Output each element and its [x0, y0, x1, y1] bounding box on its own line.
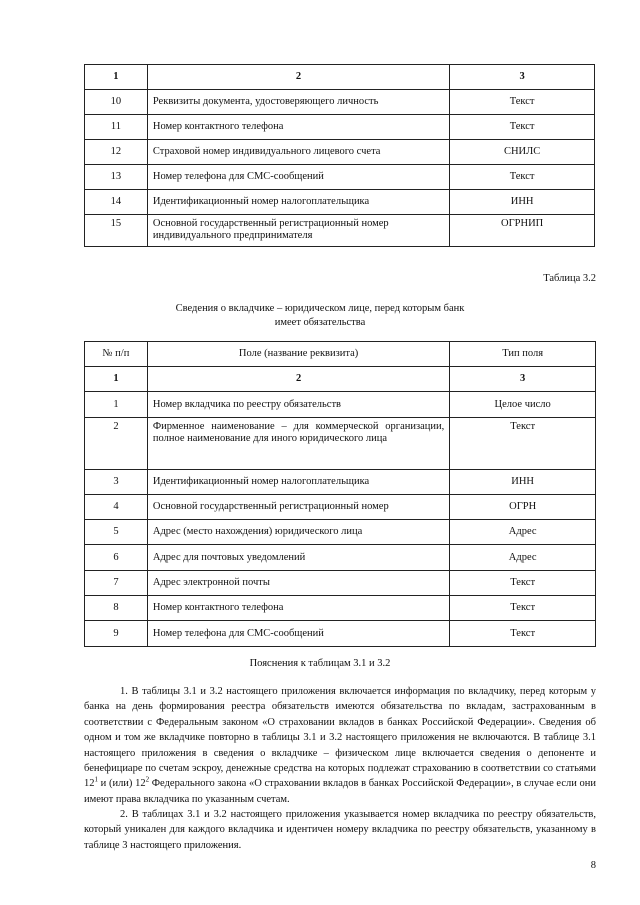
- table-row: [85, 90, 595, 115]
- table-row: [85, 140, 595, 165]
- row-field: Номер телефона для СМС-сообщений: [147, 621, 449, 647]
- table-header-row: [85, 342, 596, 367]
- row-field: Идентификационный номер налогоплательщика: [147, 190, 449, 215]
- table-row: [85, 495, 596, 520]
- row-num: 4: [85, 495, 148, 520]
- row-type: Текст: [450, 621, 596, 647]
- col-number-2: 2: [147, 65, 449, 90]
- row-type: Текст: [450, 596, 596, 621]
- col-number-1: 1: [85, 65, 148, 90]
- col-number-2: 2: [147, 367, 449, 392]
- row-num: 1: [85, 392, 148, 418]
- row-num: 5: [85, 520, 148, 545]
- table-title-line-1: Сведения о вкладчике – юридическом лице, перед которым банк: [175, 303, 465, 314]
- note-paragraph-1-text: и (или) 12: [98, 778, 146, 790]
- row-type: Текст: [450, 418, 596, 470]
- note-paragraph-1-text: Федерального закона «О страховании вкладов в банках Российской Федерации», в случае если они имеют права вкладчика по указанным счетам.: [84, 778, 596, 805]
- table-row: [85, 520, 596, 545]
- row-type: ИНН: [450, 190, 595, 215]
- table-row: [85, 392, 596, 418]
- note-paragraph-1-text: 1. В таблицы 3.1 и 3.2 настоящего приложения включается информация по вкладчику, перед которым у банка на день формирования реестра обязательств имеются обязательства по вкладам, застрахованным в соответствии с Федеральным законом «О страховании вкладов в банках Российской Федерации». Сведения об одном и том же вкладчике повторно в таблицы 3.1 и 3.2 настоящего приложения не включаются. В таблице 3.1 настоящего приложения в сведения о вкладчике – физическом лице включается сведения о депоненте и бенефициаре по счетам эскроу, денежные средства на которых подлежат страхованию в соответствии со статьями 12: [84, 686, 596, 790]
- col-number-3: 3: [450, 367, 596, 392]
- row-field: Реквизиты документа, удостоверяющего личность: [147, 90, 449, 115]
- row-type: ИНН: [450, 470, 596, 495]
- table-row: [85, 418, 596, 470]
- row-field: Номер вкладчика по реестру обязательств: [147, 392, 449, 418]
- row-num: 2: [85, 418, 148, 470]
- table-3-1-continuation: [84, 64, 595, 247]
- notes-title: Пояснения к таблицам 3.1 и 3.2: [249, 658, 391, 669]
- row-num: 7: [85, 571, 148, 596]
- col-header-number: № п/п: [85, 342, 148, 367]
- row-field: Основной государственный регистрационный номер индивидуального предпринимателя: [147, 215, 449, 247]
- row-field: Номер контактного телефона: [147, 596, 449, 621]
- col-header-field: Поле (название реквизита): [147, 342, 449, 367]
- table-row: [85, 115, 595, 140]
- row-type: Текст: [450, 571, 596, 596]
- row-type: ОГРН: [450, 495, 596, 520]
- row-field: Страховой номер индивидуального лицевого счета: [147, 140, 449, 165]
- table-3-2: [84, 341, 596, 647]
- table-column-numbers-row: [85, 367, 596, 392]
- row-field: Адрес (место нахождения) юридического лица: [147, 520, 449, 545]
- row-num: 13: [85, 165, 148, 190]
- row-type: Адрес: [450, 545, 596, 571]
- row-type: Текст: [450, 90, 595, 115]
- table-row: [85, 621, 596, 647]
- row-num: 9: [85, 621, 148, 647]
- row-field: Фирменное наименование – для коммерческой организации, полное наименование для иного юридического лица: [147, 418, 449, 470]
- row-field: Основной государственный регистрационный номер: [147, 495, 449, 520]
- row-num: 10: [85, 90, 148, 115]
- table-title-line-2: имеет обязательства: [274, 317, 366, 328]
- row-field: Идентификационный номер налогоплательщика: [147, 470, 449, 495]
- table-row: [85, 215, 595, 247]
- row-type: СНИЛС: [450, 140, 595, 165]
- table-row: [85, 165, 595, 190]
- superscript: 2: [145, 775, 150, 784]
- table-row: [85, 470, 596, 495]
- row-num: 6: [85, 545, 148, 571]
- row-field: Адрес электронной почты: [147, 571, 449, 596]
- table-row: [85, 190, 595, 215]
- row-field: Адрес для почтовых уведомлений: [147, 545, 449, 571]
- row-type: Адрес: [450, 520, 596, 545]
- table-label: Таблица 3.2: [543, 273, 596, 284]
- row-type: Текст: [450, 165, 595, 190]
- row-type: Целое число: [450, 392, 596, 418]
- row-field: Номер телефона для СМС-сообщений: [147, 165, 449, 190]
- row-type: Текст: [450, 115, 595, 140]
- table-row: [85, 545, 596, 571]
- col-number-3: 3: [450, 65, 595, 90]
- row-num: 14: [85, 190, 148, 215]
- page-number: 8: [590, 860, 596, 871]
- row-num: 11: [85, 115, 148, 140]
- superscript: 1: [94, 775, 98, 784]
- note-paragraph-2: 2. В таблицах 3.1 и 3.2 настоящего приложения указывается номер вкладчика по реестру обязательств, который уникален для каждого вкладчика и идентичен номеру вкладчика по реестру обязательств, указанному в таблице 3 настоящего приложения.: [84, 809, 596, 851]
- row-num: 3: [85, 470, 148, 495]
- row-num: 15: [85, 215, 148, 247]
- row-field: Номер контактного телефона: [147, 115, 449, 140]
- table-row: [85, 596, 596, 621]
- row-type: ОГРНИП: [450, 215, 595, 247]
- table-header-row: [85, 65, 595, 90]
- table-row: [85, 571, 596, 596]
- note-paragraph-1: [84, 684, 596, 807]
- col-header-type: Тип поля: [450, 342, 596, 367]
- row-num: 12: [85, 140, 148, 165]
- row-num: 8: [85, 596, 148, 621]
- col-number-1: 1: [85, 367, 148, 392]
